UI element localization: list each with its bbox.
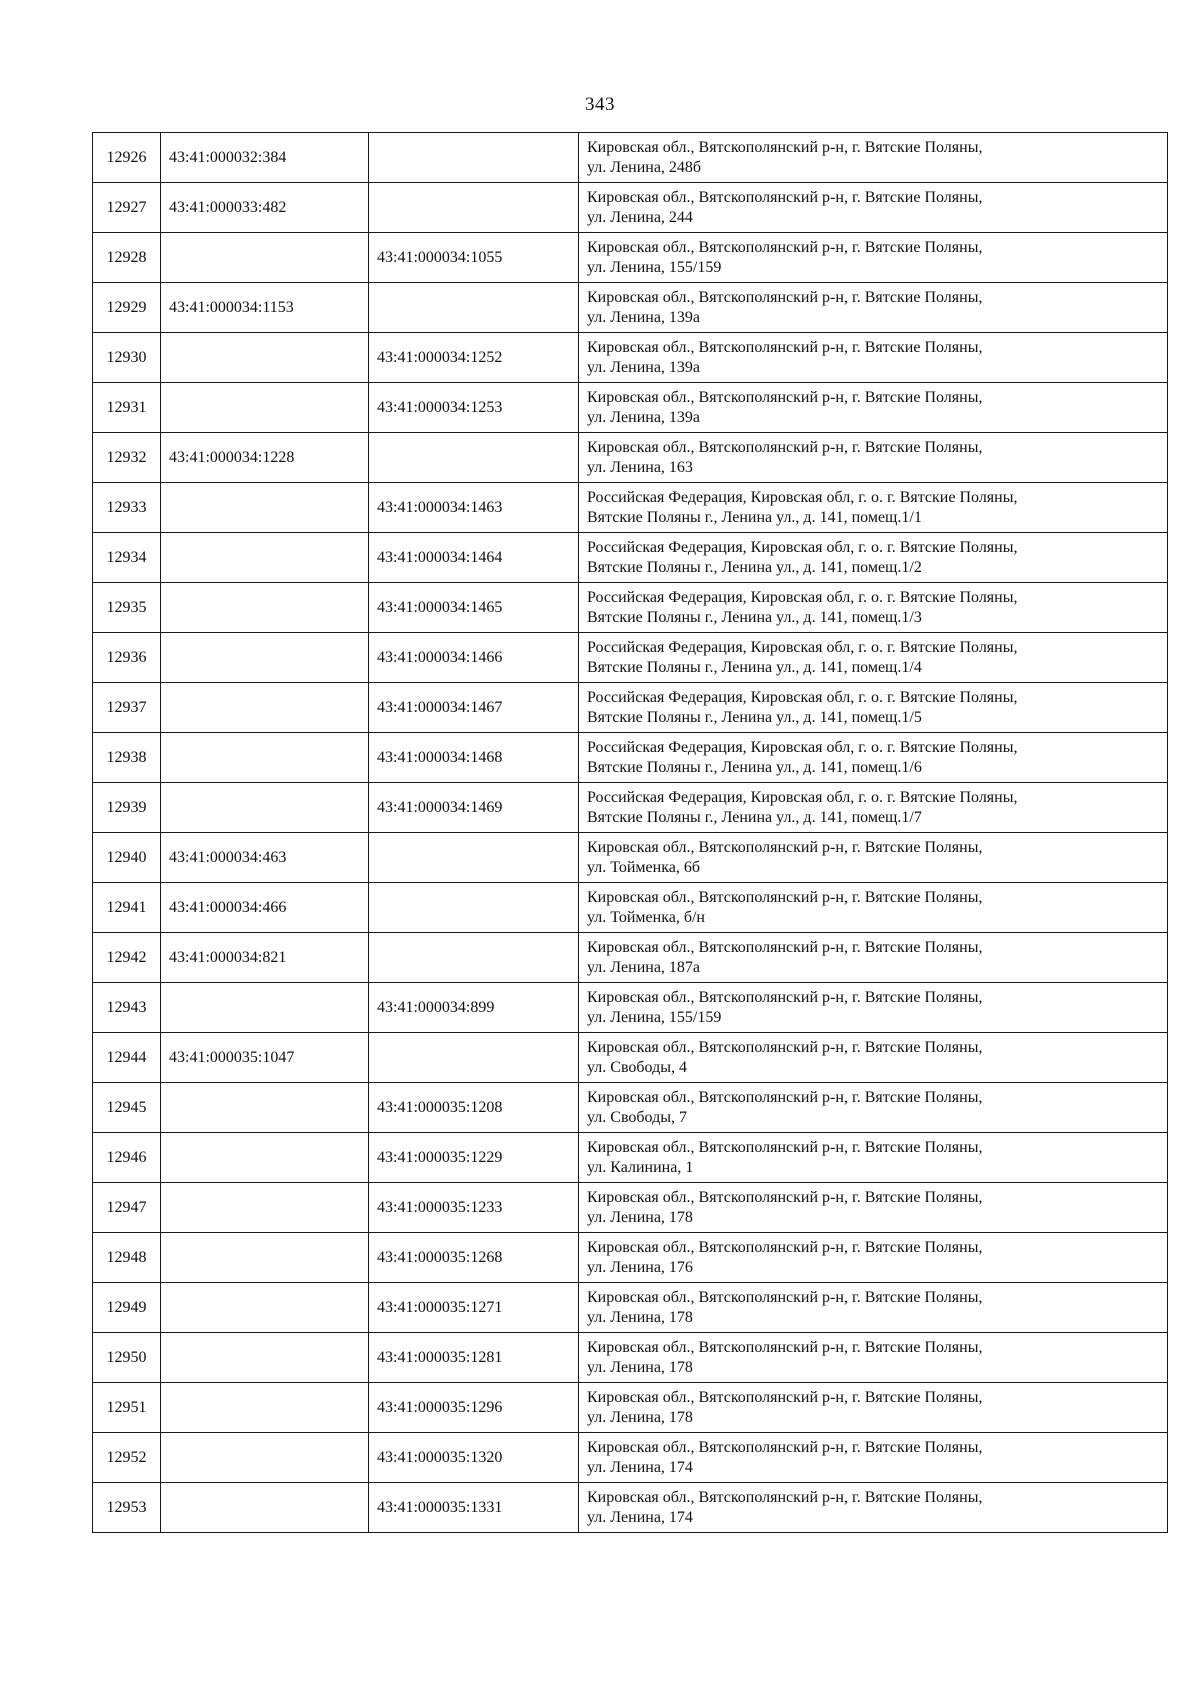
address-line-2: ул. Ленина, 178 bbox=[587, 1208, 693, 1226]
table-row bbox=[93, 1483, 1168, 1533]
table-row bbox=[93, 1083, 1168, 1133]
address-line-1: Кировская обл., Вятскополянский р-н, г. Вятские Поляны, bbox=[587, 438, 983, 456]
address-line-2: ул. Калинина, 1 bbox=[587, 1158, 694, 1176]
row-number-cell: 12930 bbox=[93, 333, 161, 383]
address-line-2: ул. Ленина, 139а bbox=[587, 358, 701, 376]
address-line-2: ул. Ленина, 244 bbox=[587, 208, 693, 226]
address-cell bbox=[579, 1133, 1168, 1183]
page-number: 343 bbox=[585, 94, 615, 115]
cadastral-land-cell bbox=[161, 583, 369, 633]
cadastral-object-cell: 43:41:000034:899 bbox=[369, 983, 579, 1033]
address-line-1: Кировская обл., Вятскополянский р-н, г. Вятские Поляны, bbox=[587, 1238, 983, 1256]
address-line-2: ул. Ленина, 187а bbox=[587, 958, 701, 976]
cadastral-object-cell: 43:41:000034:1252 bbox=[369, 333, 579, 383]
row-number-cell: 12936 bbox=[93, 633, 161, 683]
address-cell bbox=[579, 1483, 1168, 1533]
address-line-2: ул. Ленина, 174 bbox=[587, 1508, 693, 1526]
cadastral-object-cell: 43:41:000035:1233 bbox=[369, 1183, 579, 1233]
address-line-1: Кировская обл., Вятскополянский р-н, г. Вятские Поляны, bbox=[587, 388, 983, 406]
cadastral-land-cell: 43:41:000034:1153 bbox=[161, 283, 369, 333]
cadastral-object-cell: 43:41:000035:1320 bbox=[369, 1433, 579, 1483]
address-line-1: Кировская обл., Вятскополянский р-н, г. Вятские Поляны, bbox=[587, 338, 983, 356]
cadastral-object-cell bbox=[369, 883, 579, 933]
row-number-cell: 12944 bbox=[93, 1033, 161, 1083]
address-line-2: ул. Свободы, 7 bbox=[587, 1108, 687, 1126]
table-row bbox=[93, 1033, 1168, 1083]
table-row bbox=[93, 1283, 1168, 1333]
address-line-2: ул. Ленина, 163 bbox=[587, 458, 693, 476]
address-line-1: Кировская обл., Вятскополянский р-н, г. Вятские Поляны, bbox=[587, 1138, 983, 1156]
cadastral-land-cell bbox=[161, 1483, 369, 1533]
row-number-cell: 12952 bbox=[93, 1433, 161, 1483]
cadastral-land-cell: 43:41:000034:1228 bbox=[161, 433, 369, 483]
address-line-2: ул. Ленина, 178 bbox=[587, 1408, 693, 1426]
address-line-2: ул. Ленина, 174 bbox=[587, 1458, 693, 1476]
address-line-1: Кировская обл., Вятскополянский р-н, г. Вятские Поляны, bbox=[587, 1438, 983, 1456]
row-number-cell: 12938 bbox=[93, 733, 161, 783]
cadastral-object-cell bbox=[369, 283, 579, 333]
address-line-2: ул. Свободы, 4 bbox=[587, 1058, 687, 1076]
row-number-cell: 12927 bbox=[93, 183, 161, 233]
row-number-cell: 12949 bbox=[93, 1283, 161, 1333]
address-cell bbox=[579, 883, 1168, 933]
cadastral-object-cell: 43:41:000035:1331 bbox=[369, 1483, 579, 1533]
table-row bbox=[93, 1433, 1168, 1483]
address-cell bbox=[579, 1033, 1168, 1083]
row-number-cell: 12946 bbox=[93, 1133, 161, 1183]
address-line-1: Российская Федерация, Кировская обл, г. о. г. Вятские Поляны, bbox=[587, 588, 1018, 606]
table-row bbox=[93, 1183, 1168, 1233]
table-row bbox=[93, 933, 1168, 983]
row-number-cell: 12937 bbox=[93, 683, 161, 733]
cadastral-land-cell: 43:41:000034:821 bbox=[161, 933, 369, 983]
row-number-cell: 12941 bbox=[93, 883, 161, 933]
table-row bbox=[93, 633, 1168, 683]
cadastral-land-cell bbox=[161, 633, 369, 683]
address-line-2: ул. Ленина, 178 bbox=[587, 1308, 693, 1326]
address-line-2: Вятские Поляны г., Ленина ул., д. 141, помещ.1/6 bbox=[587, 758, 922, 776]
address-line-2: ул. Ленина, 178 bbox=[587, 1358, 693, 1376]
table-row bbox=[93, 783, 1168, 833]
address-cell bbox=[579, 333, 1168, 383]
address-line-1: Российская Федерация, Кировская обл, г. о. г. Вятские Поляны, bbox=[587, 638, 1018, 656]
address-line-1: Кировская обл., Вятскополянский р-н, г. Вятские Поляны, bbox=[587, 1038, 983, 1056]
row-number-cell: 12953 bbox=[93, 1483, 161, 1533]
registry-table bbox=[92, 132, 1168, 1533]
address-cell bbox=[579, 783, 1168, 833]
address-line-2: ул. Ленина, 155/159 bbox=[587, 1008, 722, 1026]
address-line-1: Кировская обл., Вятскополянский р-н, г. Вятские Поляны, bbox=[587, 838, 983, 856]
address-line-1: Кировская обл., Вятскополянский р-н, г. Вятские Поляны, bbox=[587, 1188, 983, 1206]
table-row bbox=[93, 983, 1168, 1033]
address-line-1: Кировская обл., Вятскополянский р-н, г. Вятские Поляны, bbox=[587, 888, 983, 906]
address-line-2: ул. Тойменка, б/н bbox=[587, 908, 705, 926]
cadastral-object-cell: 43:41:000034:1466 bbox=[369, 633, 579, 683]
address-line-2: ул. Ленина, 139а bbox=[587, 308, 701, 326]
table-row bbox=[93, 483, 1168, 533]
cadastral-object-cell bbox=[369, 833, 579, 883]
address-line-2: ул. Тойменка, 6б bbox=[587, 858, 700, 876]
cadastral-object-cell: 43:41:000035:1268 bbox=[369, 1233, 579, 1283]
table-row bbox=[93, 283, 1168, 333]
table-row bbox=[93, 733, 1168, 783]
cadastral-land-cell bbox=[161, 1183, 369, 1233]
cadastral-object-cell: 43:41:000034:1253 bbox=[369, 383, 579, 433]
table-row bbox=[93, 1383, 1168, 1433]
address-cell bbox=[579, 733, 1168, 783]
cadastral-object-cell bbox=[369, 183, 579, 233]
address-cell bbox=[579, 133, 1168, 183]
cadastral-land-cell bbox=[161, 1233, 369, 1283]
row-number-cell: 12932 bbox=[93, 433, 161, 483]
row-number-cell: 12950 bbox=[93, 1333, 161, 1383]
row-number-cell: 12928 bbox=[93, 233, 161, 283]
address-cell bbox=[579, 1183, 1168, 1233]
table-row bbox=[93, 1233, 1168, 1283]
address-line-1: Российская Федерация, Кировская обл, г. о. г. Вятские Поляны, bbox=[587, 488, 1018, 506]
address-line-2: Вятские Поляны г., Ленина ул., д. 141, помещ.1/1 bbox=[587, 508, 922, 526]
cadastral-object-cell: 43:41:000034:1467 bbox=[369, 683, 579, 733]
row-number-cell: 12947 bbox=[93, 1183, 161, 1233]
address-line-1: Кировская обл., Вятскополянский р-н, г. Вятские Поляны, bbox=[587, 1338, 983, 1356]
cadastral-land-cell bbox=[161, 1083, 369, 1133]
row-number-cell: 12945 bbox=[93, 1083, 161, 1133]
address-cell bbox=[579, 283, 1168, 333]
address-line-2: Вятские Поляны г., Ленина ул., д. 141, помещ.1/7 bbox=[587, 808, 922, 826]
row-number-cell: 12935 bbox=[93, 583, 161, 633]
address-cell bbox=[579, 983, 1168, 1033]
registry-table-body bbox=[93, 133, 1168, 1533]
cadastral-object-cell: 43:41:000034:1465 bbox=[369, 583, 579, 633]
row-number-cell: 12933 bbox=[93, 483, 161, 533]
address-cell bbox=[579, 633, 1168, 683]
cadastral-object-cell: 43:41:000035:1296 bbox=[369, 1383, 579, 1433]
address-line-2: ул. Ленина, 176 bbox=[587, 1258, 693, 1276]
cadastral-land-cell bbox=[161, 733, 369, 783]
address-line-2: ул. Ленина, 155/159 bbox=[587, 258, 722, 276]
address-cell bbox=[579, 1333, 1168, 1383]
row-number-cell: 12934 bbox=[93, 533, 161, 583]
address-line-1: Кировская обл., Вятскополянский р-н, г. Вятские Поляны, bbox=[587, 938, 983, 956]
cadastral-land-cell bbox=[161, 233, 369, 283]
cadastral-object-cell: 43:41:000034:1468 bbox=[369, 733, 579, 783]
row-number-cell: 12929 bbox=[93, 283, 161, 333]
address-line-1: Кировская обл., Вятскополянский р-н, г. Вятские Поляны, bbox=[587, 238, 983, 256]
address-line-1: Кировская обл., Вятскополянский р-н, г. Вятские Поляны, bbox=[587, 1388, 983, 1406]
cadastral-land-cell: 43:41:000032:384 bbox=[161, 133, 369, 183]
address-cell bbox=[579, 833, 1168, 883]
row-number-cell: 12939 bbox=[93, 783, 161, 833]
cadastral-land-cell bbox=[161, 1283, 369, 1333]
table-row bbox=[93, 383, 1168, 433]
address-line-1: Российская Федерация, Кировская обл, г. о. г. Вятские Поляны, bbox=[587, 788, 1018, 806]
cadastral-land-cell: 43:41:000033:482 bbox=[161, 183, 369, 233]
row-number-cell: 12943 bbox=[93, 983, 161, 1033]
cadastral-land-cell bbox=[161, 1383, 369, 1433]
address-cell bbox=[579, 683, 1168, 733]
table-row bbox=[93, 183, 1168, 233]
cadastral-land-cell: 43:41:000034:463 bbox=[161, 833, 369, 883]
address-line-1: Российская Федерация, Кировская обл, г. о. г. Вятские Поляны, bbox=[587, 688, 1018, 706]
cadastral-land-cell: 43:41:000035:1047 bbox=[161, 1033, 369, 1083]
cadastral-object-cell bbox=[369, 933, 579, 983]
address-line-2: Вятские Поляны г., Ленина ул., д. 141, помещ.1/2 bbox=[587, 558, 922, 576]
cadastral-object-cell: 43:41:000035:1208 bbox=[369, 1083, 579, 1133]
address-line-1: Кировская обл., Вятскополянский р-н, г. Вятские Поляны, bbox=[587, 138, 983, 156]
address-line-1: Кировская обл., Вятскополянский р-н, г. Вятские Поляны, bbox=[587, 1088, 983, 1106]
cadastral-object-cell: 43:41:000035:1281 bbox=[369, 1333, 579, 1383]
address-cell bbox=[579, 383, 1168, 433]
address-cell bbox=[579, 233, 1168, 283]
address-cell bbox=[579, 933, 1168, 983]
address-line-2: Вятские Поляны г., Ленина ул., д. 141, помещ.1/5 bbox=[587, 708, 922, 726]
row-number-cell: 12940 bbox=[93, 833, 161, 883]
cadastral-land-cell bbox=[161, 1333, 369, 1383]
table-row bbox=[93, 433, 1168, 483]
cadastral-object-cell bbox=[369, 133, 579, 183]
address-cell bbox=[579, 183, 1168, 233]
address-cell bbox=[579, 433, 1168, 483]
cadastral-land-cell bbox=[161, 383, 369, 433]
table-row bbox=[93, 533, 1168, 583]
cadastral-land-cell bbox=[161, 1133, 369, 1183]
address-line-1: Российская Федерация, Кировская обл, г. о. г. Вятские Поляны, bbox=[587, 538, 1018, 556]
address-line-1: Кировская обл., Вятскополянский р-н, г. Вятские Поляны, bbox=[587, 1488, 983, 1506]
cadastral-object-cell bbox=[369, 1033, 579, 1083]
cadastral-land-cell bbox=[161, 983, 369, 1033]
cadastral-land-cell bbox=[161, 533, 369, 583]
address-line-2: Вятские Поляны г., Ленина ул., д. 141, помещ.1/4 bbox=[587, 658, 922, 676]
cadastral-land-cell bbox=[161, 683, 369, 733]
cadastral-object-cell: 43:41:000034:1055 bbox=[369, 233, 579, 283]
cadastral-object-cell bbox=[369, 433, 579, 483]
address-line-2: Вятские Поляны г., Ленина ул., д. 141, помещ.1/3 bbox=[587, 608, 922, 626]
cadastral-land-cell: 43:41:000034:466 bbox=[161, 883, 369, 933]
address-line-1: Кировская обл., Вятскополянский р-н, г. Вятские Поляны, bbox=[587, 288, 983, 306]
table-row bbox=[93, 1133, 1168, 1183]
cadastral-land-cell bbox=[161, 1433, 369, 1483]
address-line-2: ул. Ленина, 139а bbox=[587, 408, 701, 426]
cadastral-object-cell: 43:41:000034:1464 bbox=[369, 533, 579, 583]
address-cell bbox=[579, 483, 1168, 533]
cadastral-land-cell bbox=[161, 483, 369, 533]
row-number-cell: 12951 bbox=[93, 1383, 161, 1433]
cadastral-object-cell: 43:41:000035:1229 bbox=[369, 1133, 579, 1183]
address-line-1: Кировская обл., Вятскополянский р-н, г. Вятские Поляны, bbox=[587, 188, 983, 206]
address-cell bbox=[579, 1233, 1168, 1283]
table-row bbox=[93, 883, 1168, 933]
cadastral-land-cell bbox=[161, 333, 369, 383]
row-number-cell: 12948 bbox=[93, 1233, 161, 1283]
row-number-cell: 12931 bbox=[93, 383, 161, 433]
table-row bbox=[93, 333, 1168, 383]
address-cell bbox=[579, 1083, 1168, 1133]
cadastral-land-cell bbox=[161, 783, 369, 833]
address-cell bbox=[579, 1283, 1168, 1333]
address-cell bbox=[579, 1383, 1168, 1433]
row-number-cell: 12926 bbox=[93, 133, 161, 183]
cadastral-object-cell: 43:41:000035:1271 bbox=[369, 1283, 579, 1333]
table-row bbox=[93, 583, 1168, 633]
row-number-cell: 12942 bbox=[93, 933, 161, 983]
address-cell bbox=[579, 1433, 1168, 1483]
registry-table-container bbox=[92, 132, 1168, 1533]
table-row bbox=[93, 833, 1168, 883]
address-line-1: Российская Федерация, Кировская обл, г. о. г. Вятские Поляны, bbox=[587, 738, 1018, 756]
table-row bbox=[93, 133, 1168, 183]
address-line-2: ул. Ленина, 248б bbox=[587, 158, 702, 176]
address-line-1: Кировская обл., Вятскополянский р-н, г. Вятские Поляны, bbox=[587, 988, 983, 1006]
address-cell bbox=[579, 583, 1168, 633]
cadastral-object-cell: 43:41:000034:1469 bbox=[369, 783, 579, 833]
address-line-1: Кировская обл., Вятскополянский р-н, г. Вятские Поляны, bbox=[587, 1288, 983, 1306]
address-cell bbox=[579, 533, 1168, 583]
table-row bbox=[93, 1333, 1168, 1383]
table-row bbox=[93, 683, 1168, 733]
cadastral-object-cell: 43:41:000034:1463 bbox=[369, 483, 579, 533]
table-row bbox=[93, 233, 1168, 283]
